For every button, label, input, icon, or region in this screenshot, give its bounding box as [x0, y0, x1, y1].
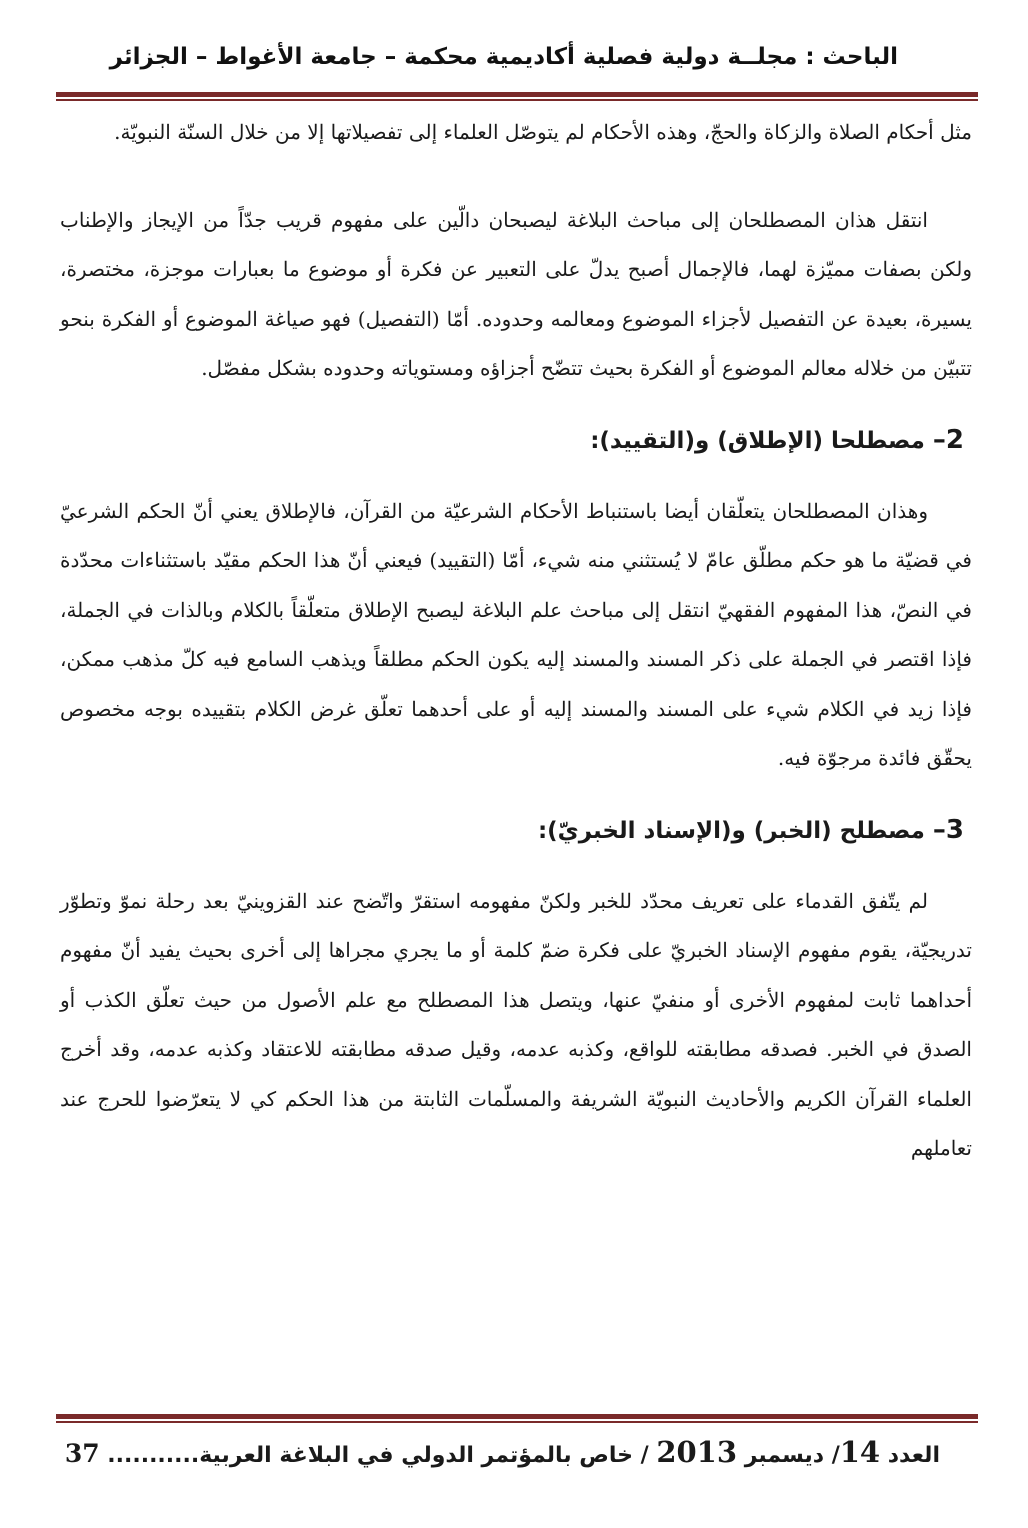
section-heading-3-text: مصطلح (الخبر) و(الإسناد الخبريّ): — [537, 817, 933, 844]
footer-rule-thick — [56, 1414, 978, 1419]
footer-conference-text: / خاص بالمؤتمر الدولي في البلاغة العربية........... — [107, 1443, 657, 1468]
section-heading-2 — [60, 414, 972, 467]
article-body — [60, 108, 972, 1174]
spacer — [60, 394, 972, 414]
header-rule-thin — [56, 99, 978, 101]
spacer — [60, 467, 972, 487]
footer-month: / ديسمبر — [737, 1443, 840, 1468]
header-rule — [56, 92, 978, 101]
footer-issue-label: العدد — [880, 1443, 940, 1468]
paragraph-2: انتقل هذان المصطلحان إلى مباحث البلاغة ليصبحان دالّين على مفهوم قريب جدّاً من الإيجاز والإطناب ولكن بصفات مميّزة لهما، فالإجمال أصبح يدلّ على التعبير عن فكرة أو موضوع ما بعبارات موجزة، مختصرة، يسيرة، بعيدة عن التفصيل لأجزاء الموضوع ومعالمه وحدوده. أمّا (التفصيل) فهو صياغة الموضوع أو الفكرة بنحو تتبيّن من خلاله معالم الموضوع أو الفكرة بحيث تتضّح أجزاؤه ومستوياته وحدوده بشكل مفصّل. — [60, 207, 972, 380]
paragraph-1: مثل أحكام الصلاة والزكاة والحجّ، وهذه الأحكام لم يتوصّل العلماء إلى تفصيلاتها إلا من خلال السنّة النبويّة. — [114, 120, 972, 144]
footer-issue-number: 14 — [839, 1435, 881, 1469]
footer-rule-thin — [56, 1421, 978, 1423]
footer-year: 2013 — [656, 1435, 738, 1469]
section-heading-3-number: 3– — [932, 814, 964, 845]
header-rule-thick — [56, 92, 978, 97]
spacer — [60, 784, 972, 804]
journal-header-title: الباحث : مجلــة دولية فصلية أكاديمية محكمة – جامعة الأغواط – الجزائر — [109, 44, 898, 70]
section-heading-2-number: 2– — [932, 424, 964, 455]
spacer — [60, 857, 972, 877]
section-heading-3 — [60, 804, 972, 857]
section-heading-2-text: مصطلحا (الإطلاق) و(التقييد): — [590, 427, 933, 454]
journal-footer — [60, 1432, 940, 1476]
page-number: 37 — [64, 1439, 100, 1468]
paragraph-3: وهذان المصطلحان يتعلّقان أيضا باستنباط الأحكام الشرعيّة من القرآن، فالإطلاق يعني أنّ الحكم الشرعيّ في قضيّة ما هو حكم مطلّق عامّ لا يُستثني منه شيء، أمّا (التقييد) فيعني أنّ هذا الحكم مقيّد باستثناءات محدّدة في النصّ، هذا المفهوم الفقهيّ انتقل إلى مباحث علم البلاغة ليصبح الإطلاق متعلّقاً بالكلام وبالذات في الجملة، فإذا اقتصر في الجملة على ذكر المسند والمسند إليه يكون الحكم مطلقاً ويذهب السامع فيه كلّ مذهب ممكن، فإذا زيد في الكلام شيء على المسند والمسند إليه أو على أحدهما تعلّق غرض الكلام بتقييده بوجه مخصوص يحقّق فائدة مرجوّة فيه. — [60, 498, 972, 770]
paragraph-4: لم يتّفق القدماء على تعريف محدّد للخبر ولكنّ مفهومه استقرّ واتّضح عند القزوينيّ بعد رحلة نموّ وتطوّر تدريجيّة، يقوم مفهوم الإسناد الخبريّ على فكرة ضمّ كلمة أو ما يجري مجراها إلى أخرى بحيث يفيد أنّ مفهوم أحداهما ثابت لمفهوم الأخرى أو منفيّ عنها، ويتصل هذا المصطلح مع علم الأصول من حيث تعلّق الكذب أو الصدق في الخبر. فصدقه مطابقته للواقع، وكذبه عدمه، وقيل صدقه مطابقته للاعتقاد وكذبه عدمه، وقد أخرج العلماء القرآن الكريم والأحاديث النبويّة الشريفة والمسلّمات الثابتة من هذا الحكم كي لا يتعرّضوا للحرج عند تعاملهم — [60, 888, 972, 1160]
footer-rule — [56, 1414, 978, 1423]
spacer — [60, 158, 972, 196]
